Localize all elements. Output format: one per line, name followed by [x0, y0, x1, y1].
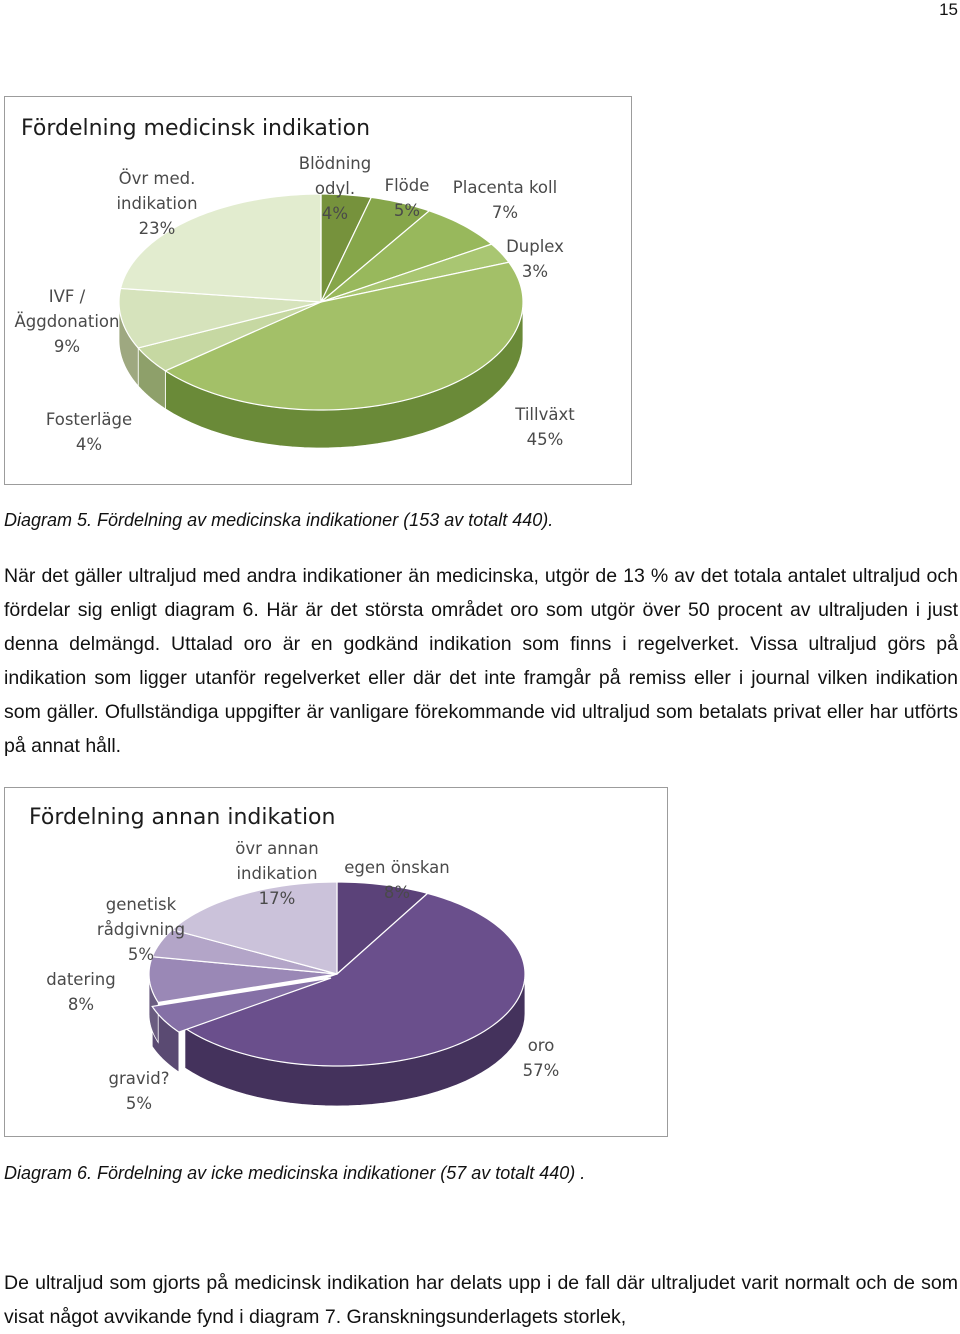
other-indication-chart [4, 787, 668, 1137]
diagram-5-caption: Diagram 5. Fördelning av medicinska indikationer (153 av totalt 440). [4, 510, 554, 530]
chart-title: Fördelning annan indikation [29, 805, 336, 830]
other-indication-pie-svg [5, 788, 667, 1136]
diagram-6-caption: Diagram 6. Fördelning av icke medicinska indikationer (57 av totalt 440) . [4, 1163, 586, 1183]
slice-label-blodning-odyl: Blödning odyl. 4% [298, 154, 372, 223]
slice-label-gravid: gravid? 5% [108, 1069, 170, 1113]
pie-top-group [119, 194, 523, 410]
slice-label-datering: datering 8% [46, 970, 116, 1014]
body-paragraph-1: När det gäller ultraljud med andra indikationer än medicinska, utgör de 13 % av det totala antalet ultraljud och fördelar sig enligt diagram 6. Här är det största området oro som utgör över 50 procent av ultraljuden i just denna delmängd. Uttalad oro är en godkänd indikation som finns i regelverket. Vissa ultraljud görs på indikation som ligger utanför regelverket eller där det inte framgår på remiss eller i journal vilken indikation som gäller. Ofullständiga uppgifter är vanligare förekommande vid ultraljud som betalats privat eller har utförts på annat håll. [4, 565, 958, 757]
body-paragraph-2: De ultraljud som gjorts på medicinsk indikation har delats upp i de fall där ultraljudet varit normalt och de som visat något avvikande fynd i diagram 7. Granskningsunderlagets storlek, [4, 1272, 958, 1328]
medical-indication-pie-svg [5, 97, 631, 484]
slice-label-ovr-annan-indikation: övr annan indikation 17% [235, 839, 319, 908]
slice-label-genetisk-radgivning: genetisk rådgivning 5% [96, 895, 186, 964]
slice-label-duplex: Duplex 3% [506, 237, 564, 281]
slice-label-tillvaxt: Tillväxt 45% [515, 405, 575, 449]
slice-label-ivf-aggdonation: IVF / Äggdonation 9% [14, 287, 120, 356]
pie-top-group [149, 882, 525, 1066]
slice-label-oro: oro 57% [522, 1036, 560, 1080]
slice-label-placenta-koll: Placenta koll 7% [452, 178, 558, 222]
slice-label-fosterlage: Fosterläge 4% [45, 410, 133, 454]
page-number: 15 [939, 0, 958, 19]
medical-indication-chart [4, 96, 632, 485]
slice-label-flode: Flöde 5% [384, 176, 430, 220]
slice-label-ovr-med-indikation: Övr med. indikation 23% [116, 169, 198, 238]
slice-label-egen-onskan: egen önskan 8% [344, 858, 450, 902]
chart-title: Fördelning medicinsk indikation [21, 116, 371, 141]
